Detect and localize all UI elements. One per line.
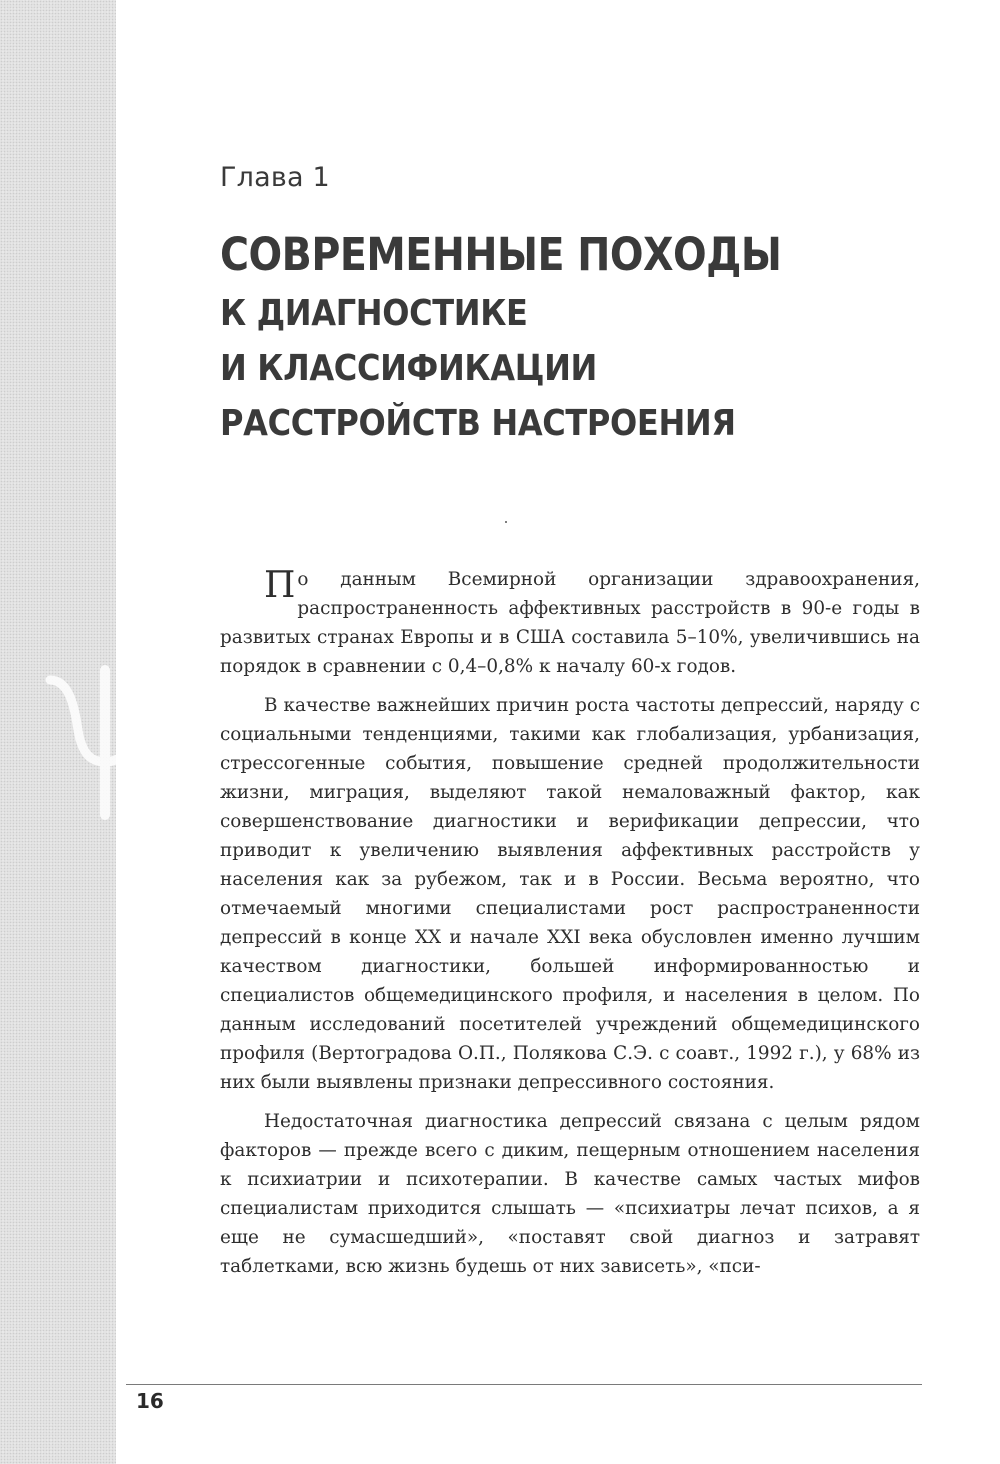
page-number: 16 [136,1389,164,1413]
chapter-label: Глава 1 [220,162,330,193]
chapter-title-line: К ДИАГНОСТИКЕ [220,293,528,334]
footer-rule [126,1384,922,1385]
print-speck [505,521,507,523]
drop-cap: П [264,565,296,606]
body-text [220,565,920,1291]
chapter-title [220,224,940,451]
paragraph [220,565,920,681]
paragraph-text: о данным Всемирной организации здравоохранения, распространенность аффективных расстройств в 90-е годы в развитых странах Европы и в США составила 5–10%, увеличившись на порядок в сравнении с 0,4–0,8% к началу 60-х годов. [220,569,920,677]
psi-symbol-icon [30,650,180,820]
paragraph: Недостаточная диагностика депрессий связана с целым рядом факторов — прежде всего с диким, пещерным отношением населения к психиатрии и психотерапии. В качестве самых частых мифов специалистам приходится слышать — «психиатры лечат психов, а я еще не сумасшедший», «поставят свой диагноз и затравят таблетками, всю жизнь будешь от них зависеть», «пси- [220,1111,920,1277]
paragraph: В качестве важнейших причин роста частоты депрессий, наряду с социальными тенденциями, такими как глобализация, урбанизация, стрессогенные события, повышение средней продолжительности жизни, миграция, выделяют такой немаловажный фактор, как совершенствование диагностики и верификации депрессии, что приводит к увеличению выявления аффективных расстройств у населения как за рубежом, так и в России. Весьма вероятно, что отмечаемый многими специалистами рост распространенности депрессий в конце XX и начале XXI века обусловлен именно лучшим качеством диагностики, большей информированностью и специалистов общемедицинского профиля, и населения в целом. По данным исследований посетителей учреждений общемедицинского профиля (Вертоградова О.П., Полякова С.Э. с соавт., 1992 г.), у 68% из них были выявлены признаки депрессивного состояния. [220,695,920,1093]
chapter-title-line: СОВРЕМЕННЫЕ ПОХОДЫ [220,228,782,281]
chapter-title-line: РАССТРОЙСТВ НАСТРОЕНИЯ [220,403,736,444]
chapter-title-line: И КЛАССИФИКАЦИИ [220,348,597,389]
